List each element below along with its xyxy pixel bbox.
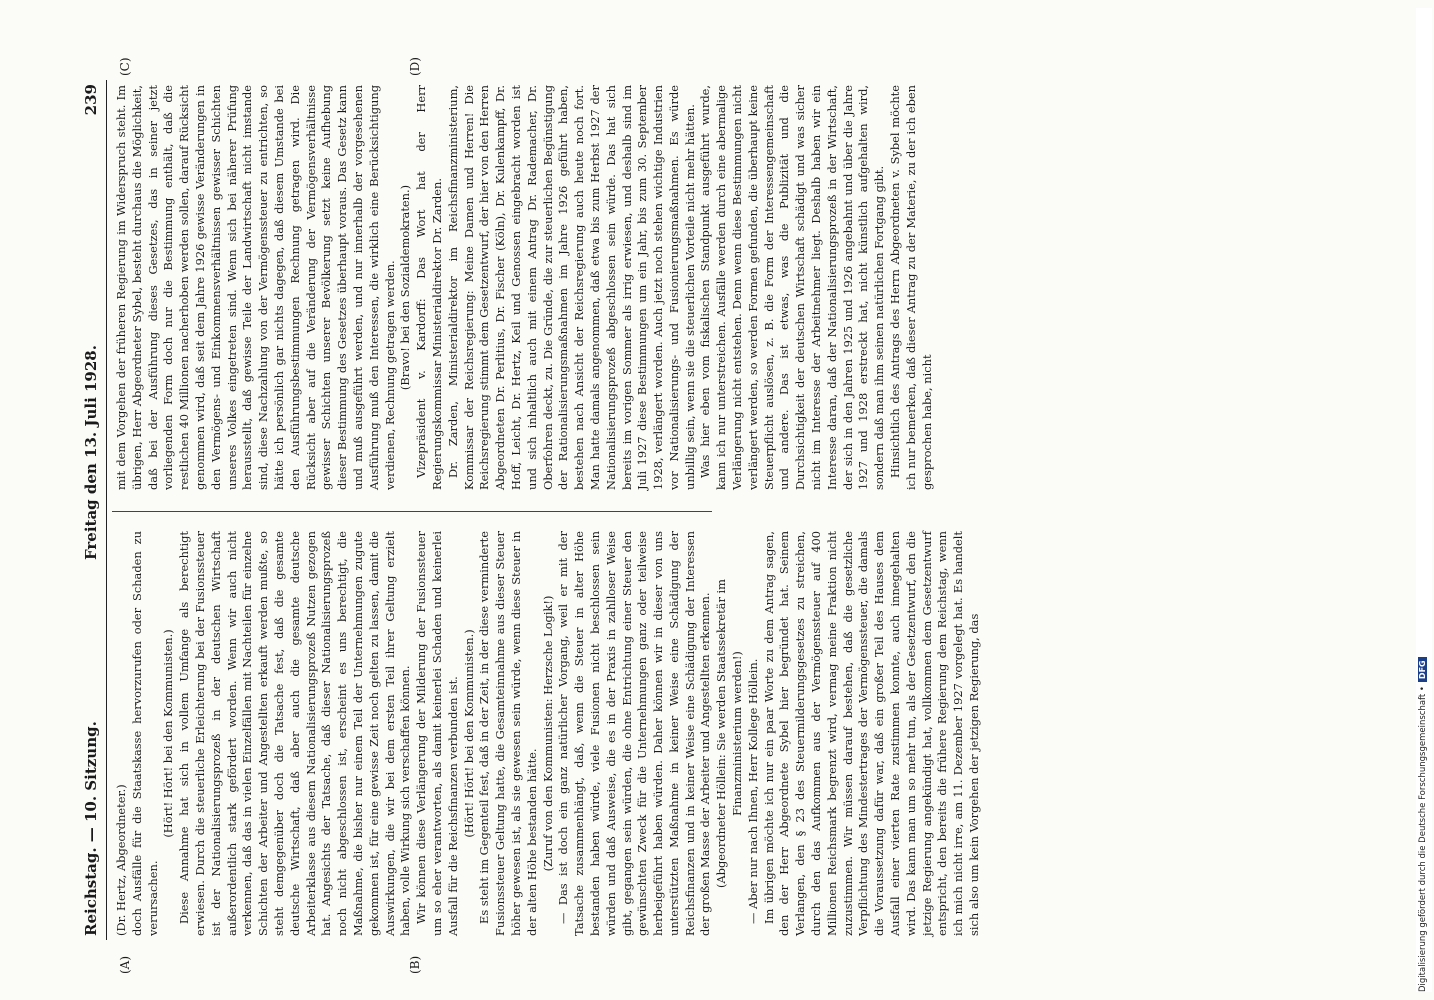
page-header — [78, 80, 107, 940]
paragraph: Wir können diese Verlängerung der Milderung der Fusionssteuer um so eher verantworten, als damit keinerlei Schaden und keinerlei Ausfall für die Reichsfinanzen verbunden ist. — [414, 531, 460, 936]
digitization-stamp — [1416, 8, 1432, 992]
paragraph: Im übrigen möchte ich nur ein paar Worte zu dem Antrag sagen, den der Herr Abgeordnete Sybel hier begründet hat. Seinem Verlangen, den § 23 des Steuermilderungsgesetzes zu streichen, durch den das Aufkommen aus der Vermögenssteuer auf 400 Millionen Reichsmark begrenzt wird, vermag meine Fraktion nicht zuzustimmen. Wir müssen darauf bestehen, daß die gesetzliche Verpflichtung des Mindestertrages der Vermögenssteuer, die damals die Voraussetzung dafür war, daß ein großer Teil des Hauses dem Ausfall einer vierten Rate zustimmen konnte, auch innegehalten wird. Das kann man um so mehr tun, als der Gesetzentwurf, den die jetzige Regierung angekündigt hat, vollkommen dem Gesetzentwurf entspricht, den bereits die frühere Regierung dem Reichstag, wenn ich mich nicht irre, am 11. Dezember 1927 vorgelegt hat. Es handelt sich also um kein Vorgehen der jetzigen Regierung, das — [761, 531, 982, 936]
paragraph: Dr. Zarden, Ministerialdirektor im Reichsfinanzministerium, Kommissar der Reichsregierung: Meine Damen und Herren! Die Reichsregierung stimmt dem Gesetzentwurf, der hier von den Herren Abgeordneten Dr. Perlitius, Dr. Fischer (Köln), Dr. Kulenkampff, Dr. Hoff, Leicht, Dr. Hertz, Keil und Genossen eingebracht worden ist und sich inhaltlich auch mit einem Antrag Dr. Rademacher, Dr. Oberfohren deckt, zu. Die Gründe, die zur steuerlichen Begünstigung der Rationalisierungsmaßnahmen im Jahre 1926 geführt haben, bestehen nach Ansicht der Reichsregierung auch heute noch fort. Man hatte damals angenommen, daß etwa bis zum Herbst 1927 der Nationalisierungsprozeß abgeschlossen sein würde. Das hat sich bereits im vorigen Sommer als irrig erwiesen, und deshalb sind im Juli 1927 diese Bestimmungen um ein Jahr, bis zum 30. September 1928, verlängert worden. Auch jetzt noch stehen wichtige Industrien vor Nationalisierungs- und Fusionierungsmaßnahmen. Es würde unbillig sein, wenn sie die steuerlichen Vorteile nicht mehr hätten. — [445, 85, 697, 490]
interjection: (Zuruf von den Kommunisten: Herzsche Logik!) — [540, 595, 555, 872]
dfg-logo: DFG — [1418, 657, 1427, 682]
interjection: (Abgeordneter Höllein: Sie werden Staatssekretär im Finanzministerium werden!) — [714, 579, 745, 888]
paragraph: Vizepräsident v. Kardorff: Das Wort hat der Herr Regierungskommissar Ministerialdirektor Dr. Zarden. — [414, 85, 444, 490]
paragraph: — Aber nur nach Ihnen, Herr Kollege Höllein. — [745, 658, 760, 924]
column-divider — [112, 511, 712, 512]
paragraph: Was hier eben vom fiskalischen Standpunkt ausgeführt wurde, kann ich nur unterstreichen. Ausfälle werden durch eine abermalige Verlängerung nicht entstehen. Denn wenn diese Bestimmungen nicht verlängert werden, so werden Formen gefunden, die überhaupt keine Steuerpflicht auslösen, z. B. die Form der Interessengemeinschaft und andere. Das ist etwas, was die Publizität und die Durchsichtigkeit der deutschen Wirtschaft schädigt und was sicher nicht im Interesse der Arbeitnehmer liegt. Deshalb haben wir ein Interesse daran, daß der Nationalisierungsprozeß in der Wirtschaft, der sich in den Jahren 1925 und 1926 angebahnt und über die Jahre 1927 und 1928 erstreckt hat, nicht künstlich aufgehalten wird, sondern daß man ihm seinen natürlichen Fortgang gibt. — [698, 85, 887, 490]
interjection: (Hört! Hört! bei den Kommunisten.) — [461, 629, 476, 838]
document-page — [78, 57, 982, 974]
paragraph: (Dr. Hertz, Abgeordneter.) — [114, 784, 128, 936]
paragraph: Hinsichtlich des Antrags des Herrn Abgeordneten v. Sybel möchte ich nur bemerken, daß dieser Antrag zu der Materie, zu der ich eben gesprochen habe, nicht — [888, 85, 934, 490]
left-text-column — [114, 531, 982, 936]
margin-mark-d: (D) — [408, 57, 422, 76]
interjection: (Bravo! bei den Sozialdemokraten.) — [398, 184, 413, 391]
paragraph: mit dem Vorgehen der früheren Regierung im Widerspruch steht. Im übrigen, Herr Abgeordneter Sybel, besteht durchaus die Möglichkeit, daß bei der Ausführung dieses Gesetzes, das in seiner jetzt vorliegenden Form doch nur die Bestimmung enthält, daß die restlichen 40 Millionen nacherhoben werden sollen, darauf Rücksicht genommen wird, daß seit dem Jahre 1926 gewisse Veränderungen in den Vermögens- und Einkommensverhältnissen gewisser Schichten unseres Volkes eingetreten sind. Wenn sich bei näherer Prüfung herausstellt, daß gewisse Teile der Landwirtschaft nicht imstande sind, diese Nachzahlung von der Vermögenssteuer zu entrichten, so hätte ich persönlich gar nichts dagegen, daß diesem Umstande bei den Ausführungsbestimmungen Rechnung getragen wird. Die Rücksicht aber auf die Veränderung der Vermögensverhältnisse gewisser Schichten unserer Bevölkerung setzt keine Aufhebung dieser Bestimmung des Gesetzes überhaupt voraus. Das Gesetz kann und muß ausgeführt werden, und nur innerhalb der vorgesehenen Ausführung muß den Interessen, die wirklich eine Berücksichtigung verdienen, Rechnung getragen werden. — [114, 85, 397, 490]
margin-mark-a: (A) — [118, 955, 132, 974]
margin-mark-b: (B) — [408, 955, 422, 974]
paragraph: — Das ist doch ein ganz natürlicher Vorgang, weil er mit der Tatsache zusammenhängt, daß, wenn die Steuer in alter Höhe bestanden haben würde, viele Fusionen nicht beschlossen sein würden und daß Ausweise, die es in der Praxis in zahlloser Weise gibt, gegangen sein würden, die ohne Entrichtung einer Steuer den gewünschten Zweck für die Unternehmungen ganz oder teilweise herbeigeführt haben würden. Daher können wir in dieser von uns unterstützten Maßnahme in keiner Weise eine Schädigung der Reichsfinanzen und in keiner Weise eine Schädigung der Interessen der großen Masse der Arbeiter und Angestellten erkennen. — [556, 531, 713, 936]
right-text-column — [114, 85, 934, 490]
interjection: (Hört! Hört! bei den Kommunisten.) — [161, 629, 176, 838]
margin-mark-c: (C) — [118, 57, 132, 76]
stamp-text: Digitalisierung gefördert durch die Deutsche Forschungsgemeinschaft • — [1418, 686, 1428, 992]
header-session: Reichstag. — 10. Sitzung. — [82, 721, 100, 936]
paragraph: Es steht im Gegenteil fest, daß in der Zeit, in der diese verminderte Fusionssteuer Geltung hatte, die Gesamteinnahme aus dieser Steuer höher gewesen ist, als sie gewesen sein würde, wenn diese Steuer in der alten Höhe bestanden hätte. — [477, 531, 539, 936]
header-date: Freitag den 13. Juli 1928. — [82, 345, 100, 560]
paragraph: Diese Annahme hat sich in vollem Umfange als berechtigt erwiesen. Durch die steuerliche Erleichterung bei der Fusionssteuer ist der Nationalisierungsprozeß in der deutschen Wirtschaft außerordentlich stark gefördert worden. Wenn wir auch nicht verkennen, daß das in vielen Einzelfällen mit Nachteilen für einzelne Schichten der Arbeiter und Angestellten erkauft werden mußte, so steht demgegenüber doch die Tatsache fest, daß die gesamte deutsche Wirtschaft, daß aber auch die gesamte deutsche Arbeiterklasse aus diesem Nationalisierungsprozeß Nutzen gezogen hat. Angesichts der Tatsache, daß dieser Nationalisierungsprozeß noch nicht abgeschlossen ist, erscheint es uns berechtigt, die Maßnahme, die bisher nur einem Teil der Unternehmungen zugute gekommen ist, für eine gewisse Zeit noch gelten zu lassen, damit die Auswirkungen, die wir bei dem ersten Teil ihrer Geltung erzielt haben, volle Wirkung sich verschaffen können. — [177, 531, 413, 936]
page-number: 239 — [82, 84, 100, 116]
paragraph: doch Ausfälle für die Staatskasse hervorzurufen oder Schaden zu verursachen. — [129, 531, 160, 936]
